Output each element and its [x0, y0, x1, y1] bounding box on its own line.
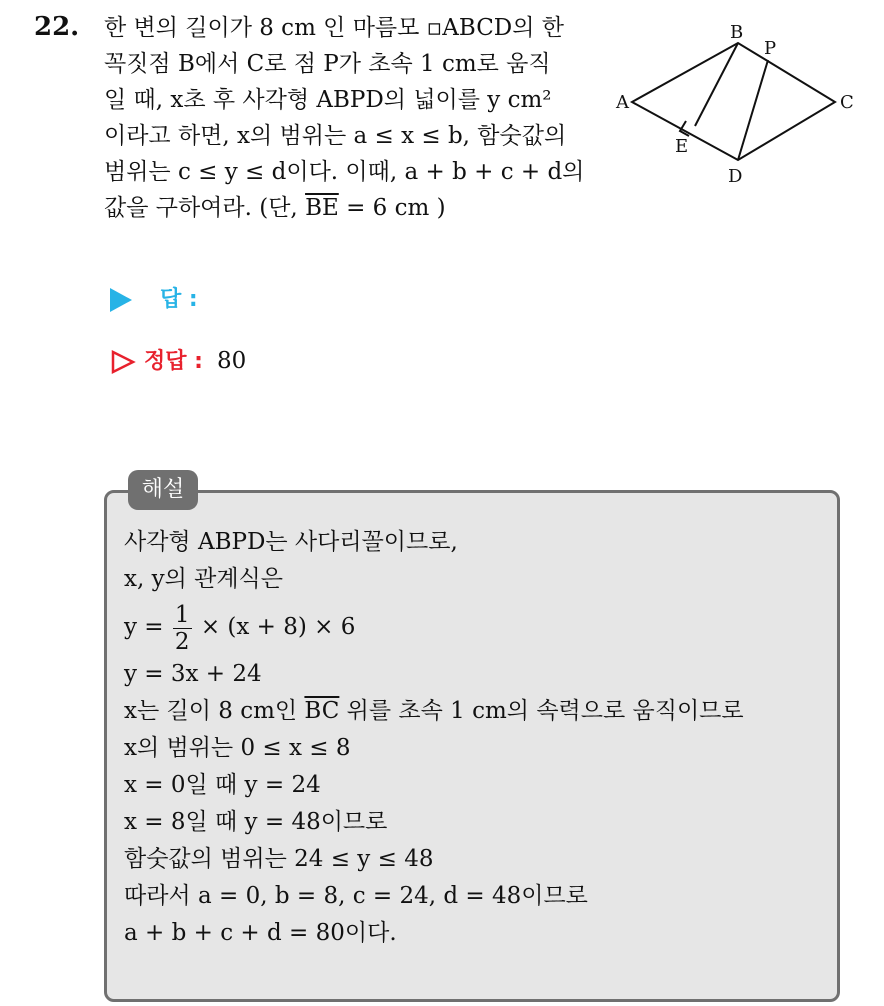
explanation-line: 따라서 a = 0, b = 8, c = 24, d = 48이므로 [124, 883, 588, 909]
rhombus-abcd [632, 43, 835, 160]
problem-line: 꼭짓점 B에서 C로 점 P가 초속 1 cm로 움직 [104, 51, 551, 77]
explanation-line: x = 8일 때 y = 48이므로 [124, 809, 388, 835]
rhombus-diagram [600, 20, 870, 200]
label-a: A [616, 92, 629, 113]
segment-bc: $\overline{BC}$ [304, 698, 340, 724]
right-angle-mark [680, 121, 689, 136]
label-d: D [728, 166, 743, 187]
condition-suffix: = 6 cm ) [338, 195, 446, 221]
explanation-line: y = 3x + 24 [124, 661, 262, 687]
eq-suffix: × (x + 8) × 6 [193, 614, 356, 640]
answer-label: 답 : [160, 287, 198, 312]
problem-line: 일 때, x초 후 사각형 ABPD의 넓이를 y cm² [104, 87, 552, 113]
fraction-denominator: 2 [174, 628, 190, 655]
problem-line: 한 변의 길이가 8 cm 인 마름모 ▫ABCD의 한 [104, 15, 564, 41]
correct-value: 80 [216, 348, 247, 374]
label-c: C [840, 92, 854, 113]
outline-triangle-icon [110, 349, 136, 375]
answer-row [110, 282, 198, 313]
condition-prefix: 값을 구하여라. (단, [104, 195, 306, 221]
correct-answer-row [110, 344, 246, 375]
fraction [173, 602, 192, 655]
explanation-line: x의 범위는 0 ≤ x ≤ 8 [124, 735, 351, 761]
explanation-line [124, 693, 824, 730]
answer-arrow-icon [110, 288, 132, 312]
explanation-line: a + b + c + d = 80이다. [124, 920, 397, 946]
problem-text [104, 10, 604, 226]
line5-prefix: x는 길이 8 cm인 [124, 698, 305, 724]
explanation-line: 함숫값의 범위는 24 ≤ y ≤ 48 [124, 846, 434, 872]
explanation-tab: 해설 [128, 470, 198, 510]
correct-label: 정답 : [144, 349, 203, 374]
problem-line-last [104, 190, 604, 226]
explanation-body [124, 524, 824, 952]
problem-number: 22. [34, 12, 80, 42]
problem-line: 범위는 c ≤ y ≤ d이다. 이때, a + b + c + d의 [104, 159, 585, 185]
fraction-numerator: 1 [174, 601, 190, 628]
equation-line [124, 598, 824, 656]
label-e: E [675, 136, 689, 157]
explanation-line: 사각형 ABPD는 사다리꼴이므로, [124, 529, 458, 555]
label-p: P [764, 38, 777, 59]
eq-prefix: y = [124, 614, 171, 640]
explanation-line: x = 0일 때 y = 24 [124, 772, 321, 798]
problem-line: 이라고 하면, x의 범위는 a ≤ x ≤ b, 함숫값의 [104, 123, 567, 149]
label-b: B [730, 22, 744, 43]
line5-suffix: 위를 초속 1 cm의 속력으로 움직이므로 [339, 698, 744, 724]
explanation-line: x, y의 관계식은 [124, 566, 283, 592]
segment-be: $\overline{BE}$ [305, 195, 339, 221]
